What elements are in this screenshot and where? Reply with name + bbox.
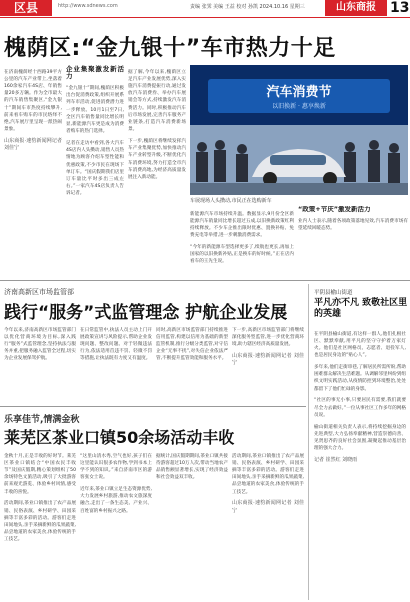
sidebar-byline: 记者 崔然红 刘晓雨 — [314, 457, 358, 464]
story3-headline: 莱芜区茶业口镇50余场活动丰收 — [4, 428, 235, 447]
paragraph: 同时,高新区市场监管部门持续推进信用监管,构建以信用为基础的新型监管机制,推行分级分类监管,对守信企业“无事不扰”,对失信企业依法严管,不断提升监管效能和服务水平。 — [156, 327, 228, 362]
paragraph: “这里山清水秀,空气也好,孩子们在这里能认识很多农作物,学到书本上学不到的知识。”来自济南市区的游客张女士说。 — [80, 453, 152, 481]
story2-headline: 践行“服务”式监管理念 护航企业发展 — [4, 303, 288, 323]
photo-caption: 车展现场人头攒动,市民正在选购新车 — [190, 198, 272, 204]
top-story-subhead-left: 企业集聚激发新活力 — [66, 65, 124, 81]
sidebar-headline: 平凡亦不凡 致敬社区里的英雄 — [314, 298, 408, 319]
story3-col1 — [4, 448, 76, 598]
section-divider — [0, 280, 410, 281]
brand-logo: 山东商报 — [325, 0, 387, 16]
top-story-headline: 槐荫区:“金九银十”车市热力十足 — [4, 36, 336, 61]
story2-col3 — [156, 322, 228, 402]
top-story-subhead-right: “政策+节庆”激发新活力 — [298, 206, 371, 213]
paragraph: 下一步,高新区市场监管部门将继续深化服务型监管,进一步优化营商环境,助力辖区经济高质量发展。 — [232, 327, 304, 347]
top-story-lead-column — [4, 64, 62, 232]
top-story-col1 — [66, 64, 124, 239]
paragraph: 下一步,槐荫区将继续发挥汽车产业集聚优势,加快推动汽车产业转型升级,不断优化汽车消费环境,努力打造全市汽车消费高地,为经济高质量发展注入新动能。 — [128, 139, 186, 181]
story3-byline: 山东商报·速豹新闻网记者 刘佳宁 — [232, 500, 304, 514]
top-story-col4 — [298, 206, 408, 272]
paragraph: 活动期间,茶业口镇推出了农产品展销、民俗表演、乡村研学、田园采摘等丰富多彩的活动。游客们走进田间地头,亲手采摘新鲜的瓜果蔬菜,品尝地道的农家美食,体验传统的手工技艺。 — [4, 501, 76, 543]
paragraph: 据了解,今年以来,槐荫区立足汽车产业发展优势,深入实施汽车消费提振行动,通过发放汽车消费券、举办汽车展销会等方式,持续激发汽车消费活力。同时,积极推动汽车后市场发展,完善汽车服务产业链条,打造汽车消费新场景。 — [128, 69, 186, 133]
paragraph: 多年来,他们走街串巷,了解居民所需所盼,帮助困难群众解决生活难题。从调解邻里纠纷到组织文明实践活动,从疫情防控到环境整治,处处都留下了他们忙碌的身影。 — [314, 365, 406, 392]
car-show-photo — [190, 65, 408, 195]
paragraph: 榆山街道相关负责人表示,将持续挖掘身边的先进典型,大力弘扬奉献精神,营造崇德向善、见贤思齐的良好社会氛围,凝聚起推动基层治理的强大合力。 — [314, 424, 406, 452]
sidebar-body — [314, 326, 406, 596]
story2-col2 — [80, 322, 152, 402]
paragraph: 在日常监管中,执法人员主动上门开展政策宣讲与风险提示,帮助企业发现问题、整改问题。对于轻微违法行为,依法适用首违不罚、轻微不罚等措施,让执法既有力度又有温度。 — [80, 327, 152, 362]
site-url: http://www.sdnews.com — [58, 3, 118, 9]
section-tag: 区县 — [0, 0, 52, 16]
top-story-col2 — [128, 64, 186, 239]
paragraph: 记者在走访中看到,各大汽车4S店内人头攒动,销售人员热情地为顾客介绍车型性能和优惠政策,不少市民在现场下单订车。“国庆假期我们店里订车量比平时多出三成左右。”一家汽车4S店负责人告诉记者。 — [66, 141, 124, 197]
page-number: 13 — [390, 0, 410, 16]
paragraph: 在平阴县榆山街道,有这样一群人,他们扎根社区、默默奉献,用平凡的坚守守护着万家灯火。他们是社区网格员、志愿者、退役军人,也是居民身边的“贴心人”。 — [314, 331, 406, 359]
story3-col2 — [80, 448, 152, 598]
paragraph: 金秋十月,正是丰收的好时节。莱芜区茶业口镇结合“中国农民丰收节”及国庆假期,精心策划组织了50余场特色文旅活动,吸引了大批游客前来观光游览、体验乡村风情,感受丰收的喜悦。 — [4, 453, 76, 495]
paragraph: 业内人士表示,随着各项政策落地见效,汽车消费市场有望延续回暖态势。 — [298, 218, 408, 231]
paragraph: 据统计,国庆假期期间,茶业口镇共接待游客超过10万人次,带动当地农产品销售额显著增长,实现了经济效益和社会效益双丰收。 — [156, 453, 228, 481]
story2-byline: 山东商报·速豹新闻网记者 刘佳宁 — [232, 352, 304, 366]
paragraph: “金九银十”期间,槐荫区积极出台促消费政策,组织开展系列车市活动,促进消费潜力进一步释放。10月1日至7日,全区汽车销售量同比增长明显,新能源汽车更是成为消费者购车的热门选择。 — [66, 86, 124, 135]
top-story-lead: 在济南槐荫经十西路39平方公里的汽车产业带上,坐落着160余家汽车4S店、年销售量20多万辆。作为全市最大的汽车销售集聚区,“金九银十”期间车市热度持续攀升,前来看车购车的市民络绎不绝,汽车展厅里呈现一派热闹景象。 — [4, 69, 62, 133]
paragraph: 新能源汽车市场持续升温。数据显示,9月份全区新能源汽车销量同比增长超过五成,以旧换新政策红利持续释放。不少车企推出限时优惠、置换补贴、免费充电等举措,进一步刺激消费需求。 — [190, 211, 294, 239]
photo-banner-subtext: 以旧换新 · 惠享焕新 — [272, 103, 326, 110]
header-rule — [0, 17, 410, 18]
paragraph: 活动期间,茶业口镇推出了农产品展销、民俗表演、乡村研学、田园采摘等丰富多彩的活动。游客们走进田间地头,亲手采摘新鲜的瓜果蔬菜,品尝地道的农家美食,体验传统的手工技艺。 — [232, 453, 304, 495]
story3-kicker: 乐享佳节,情满金秋 — [4, 415, 80, 425]
sidebar-kicker: 平阴县榆山街道 — [314, 290, 353, 296]
top-story-byline: 山东商报·速豹新闻网记者 刘佳宁 — [4, 138, 62, 152]
car-show-photo-art — [190, 65, 408, 195]
photo-banner-text: 汽车消费节 — [266, 85, 332, 100]
top-story-col3 — [190, 206, 294, 272]
story3-col3 — [156, 448, 228, 598]
section-divider — [0, 406, 306, 407]
story2-col4 — [232, 322, 304, 402]
paragraph: “社区的事无小事,只要居民有需要,我们就要尽全力去做好。”一位从事社区工作多年的网格员说。 — [314, 398, 406, 418]
page-meta: 责编 张霁 美编 王益 校对 孙凯 2024.10.16 星期三 — [190, 4, 305, 10]
paragraph: “今年的新能源车型选择更多了,续航也更长,再加上国家的以旧换新补贴,正是换车的好时候。”正在店内看车的王先生说。 — [190, 245, 294, 265]
paragraph: 近年来,茶业口镇立足生态资源优势,大力发展乡村旅游,推动农文旅深度融合,走出了一条生态美、产业兴、百姓富的乡村振兴之路。 — [80, 487, 152, 514]
story2-col1 — [4, 322, 76, 402]
story2-kicker: 济南高新区市场监管部 — [4, 288, 74, 296]
story3-col4 — [232, 448, 304, 598]
sidebar-divider — [308, 284, 309, 600]
paragraph: 今年以来,济南高新区市场监管部门以优化营商环境为目标,深入践行“服务”式监管理念,坚持执法与服务并重,把服务融入监管全过程,切实为企业发展保驾护航。 — [4, 327, 76, 362]
